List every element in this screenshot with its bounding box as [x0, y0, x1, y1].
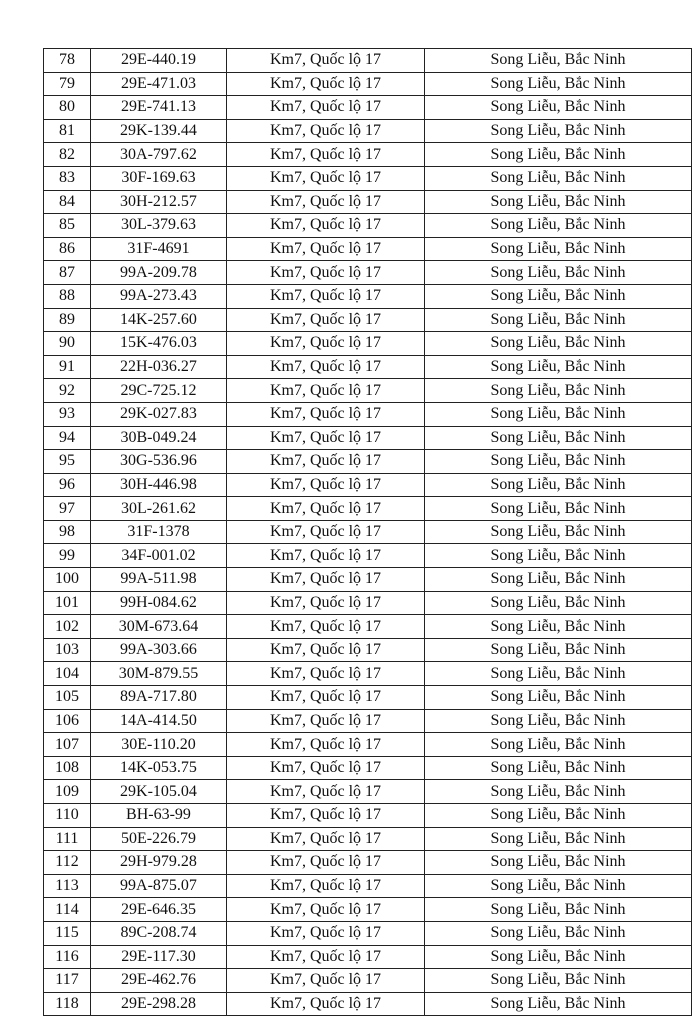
violation-location-cell: Km7, Quốc lộ 17	[227, 804, 425, 828]
license-plate-cell: 29K-027.83	[91, 402, 227, 426]
address-cell: Song Liễu, Bắc Ninh	[425, 756, 692, 780]
row-number-cell: 89	[44, 308, 91, 332]
license-plate-cell: 29H-979.28	[91, 851, 227, 875]
row-number-cell: 84	[44, 190, 91, 214]
table-row	[44, 308, 692, 332]
violation-location-cell: Km7, Quốc lộ 17	[227, 355, 425, 379]
license-plate-cell: 30G-536.96	[91, 450, 227, 474]
address-cell: Song Liễu, Bắc Ninh	[425, 733, 692, 757]
violation-location-cell: Km7, Quốc lộ 17	[227, 49, 425, 73]
violation-location-cell: Km7, Quốc lộ 17	[227, 402, 425, 426]
address-cell: Song Liễu, Bắc Ninh	[425, 662, 692, 686]
table-row	[44, 686, 692, 710]
row-number-cell: 91	[44, 355, 91, 379]
address-cell: Song Liễu, Bắc Ninh	[425, 804, 692, 828]
license-plate-cell: 30A-797.62	[91, 143, 227, 167]
table-row	[44, 662, 692, 686]
address-cell: Song Liễu, Bắc Ninh	[425, 686, 692, 710]
row-number-cell: 99	[44, 544, 91, 568]
table-row	[44, 969, 692, 993]
table-row	[44, 520, 692, 544]
license-plate-cell: 30M-673.64	[91, 615, 227, 639]
violation-location-cell: Km7, Quốc lộ 17	[227, 379, 425, 403]
row-number-cell: 104	[44, 662, 91, 686]
violation-location-cell: Km7, Quốc lộ 17	[227, 520, 425, 544]
row-number-cell: 107	[44, 733, 91, 757]
license-plate-cell: 14K-053.75	[91, 756, 227, 780]
license-plate-cell: 29E-471.03	[91, 72, 227, 96]
address-cell: Song Liễu, Bắc Ninh	[425, 945, 692, 969]
table-row	[44, 874, 692, 898]
license-plate-cell: 30L-261.62	[91, 497, 227, 521]
table-row	[44, 638, 692, 662]
table-row	[44, 992, 692, 1016]
violation-location-cell: Km7, Quốc lộ 17	[227, 827, 425, 851]
address-cell: Song Liễu, Bắc Ninh	[425, 568, 692, 592]
license-plate-cell: 15K-476.03	[91, 332, 227, 356]
address-cell: Song Liễu, Bắc Ninh	[425, 402, 692, 426]
table-row	[44, 96, 692, 120]
license-plate-cell: 99A-511.98	[91, 568, 227, 592]
address-cell: Song Liễu, Bắc Ninh	[425, 638, 692, 662]
address-cell: Song Liễu, Bắc Ninh	[425, 497, 692, 521]
row-number-cell: 92	[44, 379, 91, 403]
address-cell: Song Liễu, Bắc Ninh	[425, 332, 692, 356]
address-cell: Song Liễu, Bắc Ninh	[425, 261, 692, 285]
license-plate-cell: 29E-117.30	[91, 945, 227, 969]
violation-location-cell: Km7, Quốc lộ 17	[227, 96, 425, 120]
row-number-cell: 100	[44, 568, 91, 592]
row-number-cell: 94	[44, 426, 91, 450]
table-row	[44, 332, 692, 356]
violation-location-cell: Km7, Quốc lộ 17	[227, 284, 425, 308]
row-number-cell: 87	[44, 261, 91, 285]
license-plate-cell: 34F-001.02	[91, 544, 227, 568]
address-cell: Song Liễu, Bắc Ninh	[425, 379, 692, 403]
violation-location-cell: Km7, Quốc lộ 17	[227, 992, 425, 1016]
license-plate-cell: 31F-1378	[91, 520, 227, 544]
violation-location-cell: Km7, Quốc lộ 17	[227, 143, 425, 167]
table-row	[44, 591, 692, 615]
table-row	[44, 827, 692, 851]
violation-location-cell: Km7, Quốc lộ 17	[227, 544, 425, 568]
row-number-cell: 112	[44, 851, 91, 875]
violation-location-cell: Km7, Quốc lộ 17	[227, 662, 425, 686]
address-cell: Song Liễu, Bắc Ninh	[425, 969, 692, 993]
table-row	[44, 261, 692, 285]
address-cell: Song Liễu, Bắc Ninh	[425, 96, 692, 120]
row-number-cell: 96	[44, 473, 91, 497]
table-row	[44, 544, 692, 568]
row-number-cell: 116	[44, 945, 91, 969]
violation-location-cell: Km7, Quốc lộ 17	[227, 733, 425, 757]
address-cell: Song Liễu, Bắc Ninh	[425, 143, 692, 167]
address-cell: Song Liễu, Bắc Ninh	[425, 709, 692, 733]
address-cell: Song Liễu, Bắc Ninh	[425, 851, 692, 875]
violation-location-cell: Km7, Quốc lộ 17	[227, 874, 425, 898]
row-number-cell: 109	[44, 780, 91, 804]
license-plate-cell: 30M-879.55	[91, 662, 227, 686]
table-row	[44, 214, 692, 238]
row-number-cell: 102	[44, 615, 91, 639]
license-plate-cell: 99A-875.07	[91, 874, 227, 898]
license-plate-cell: 89A-717.80	[91, 686, 227, 710]
violation-location-cell: Km7, Quốc lộ 17	[227, 591, 425, 615]
violation-location-cell: Km7, Quốc lộ 17	[227, 780, 425, 804]
address-cell: Song Liễu, Bắc Ninh	[425, 355, 692, 379]
violation-location-cell: Km7, Quốc lộ 17	[227, 166, 425, 190]
row-number-cell: 83	[44, 166, 91, 190]
violation-location-cell: Km7, Quốc lộ 17	[227, 709, 425, 733]
violation-location-cell: Km7, Quốc lộ 17	[227, 638, 425, 662]
violation-location-cell: Km7, Quốc lộ 17	[227, 332, 425, 356]
license-plate-cell: 30H-212.57	[91, 190, 227, 214]
violation-location-cell: Km7, Quốc lộ 17	[227, 898, 425, 922]
license-plate-cell: 31F-4691	[91, 237, 227, 261]
table-row	[44, 119, 692, 143]
address-cell: Song Liễu, Bắc Ninh	[425, 992, 692, 1016]
row-number-cell: 86	[44, 237, 91, 261]
row-number-cell: 111	[44, 827, 91, 851]
address-cell: Song Liễu, Bắc Ninh	[425, 214, 692, 238]
license-plate-cell: 99H-084.62	[91, 591, 227, 615]
license-plate-cell: 99A-273.43	[91, 284, 227, 308]
table-row	[44, 473, 692, 497]
vehicle-plate-table	[43, 48, 692, 1016]
table-row	[44, 143, 692, 167]
license-plate-cell: 30F-169.63	[91, 166, 227, 190]
violation-location-cell: Km7, Quốc lộ 17	[227, 190, 425, 214]
table-row	[44, 898, 692, 922]
violation-location-cell: Km7, Quốc lộ 17	[227, 261, 425, 285]
table-row	[44, 733, 692, 757]
address-cell: Song Liễu, Bắc Ninh	[425, 874, 692, 898]
table-row	[44, 851, 692, 875]
table-row	[44, 497, 692, 521]
table-row	[44, 355, 692, 379]
row-number-cell: 93	[44, 402, 91, 426]
violation-location-cell: Km7, Quốc lộ 17	[227, 72, 425, 96]
row-number-cell: 113	[44, 874, 91, 898]
row-number-cell: 81	[44, 119, 91, 143]
row-number-cell: 88	[44, 284, 91, 308]
license-plate-cell: 14K-257.60	[91, 308, 227, 332]
violation-location-cell: Km7, Quốc lộ 17	[227, 426, 425, 450]
table-row	[44, 945, 692, 969]
row-number-cell: 103	[44, 638, 91, 662]
table-row	[44, 426, 692, 450]
row-number-cell: 105	[44, 686, 91, 710]
row-number-cell: 98	[44, 520, 91, 544]
violation-location-cell: Km7, Quốc lộ 17	[227, 473, 425, 497]
table-body	[44, 49, 692, 1016]
license-plate-cell: 99A-303.66	[91, 638, 227, 662]
violation-location-cell: Km7, Quốc lộ 17	[227, 921, 425, 945]
table-row	[44, 284, 692, 308]
table-row	[44, 166, 692, 190]
violation-location-cell: Km7, Quốc lộ 17	[227, 945, 425, 969]
table-row	[44, 615, 692, 639]
address-cell: Song Liễu, Bắc Ninh	[425, 780, 692, 804]
violation-location-cell: Km7, Quốc lộ 17	[227, 615, 425, 639]
table-row	[44, 756, 692, 780]
address-cell: Song Liễu, Bắc Ninh	[425, 237, 692, 261]
table-row	[44, 72, 692, 96]
table-row	[44, 921, 692, 945]
violation-location-cell: Km7, Quốc lộ 17	[227, 119, 425, 143]
table-row	[44, 379, 692, 403]
row-number-cell: 95	[44, 450, 91, 474]
address-cell: Song Liễu, Bắc Ninh	[425, 119, 692, 143]
table-row	[44, 190, 692, 214]
license-plate-cell: 30H-446.98	[91, 473, 227, 497]
license-plate-cell: 29K-105.04	[91, 780, 227, 804]
license-plate-cell: 29E-298.28	[91, 992, 227, 1016]
table-row	[44, 780, 692, 804]
license-plate-cell: 22H-036.27	[91, 355, 227, 379]
address-cell: Song Liễu, Bắc Ninh	[425, 591, 692, 615]
license-plate-cell: 29E-741.13	[91, 96, 227, 120]
row-number-cell: 79	[44, 72, 91, 96]
violation-location-cell: Km7, Quốc lộ 17	[227, 308, 425, 332]
license-plate-cell: 14A-414.50	[91, 709, 227, 733]
address-cell: Song Liễu, Bắc Ninh	[425, 520, 692, 544]
violation-location-cell: Km7, Quốc lộ 17	[227, 568, 425, 592]
address-cell: Song Liễu, Bắc Ninh	[425, 190, 692, 214]
row-number-cell: 97	[44, 497, 91, 521]
violation-location-cell: Km7, Quốc lộ 17	[227, 214, 425, 238]
license-plate-cell: 29E-646.35	[91, 898, 227, 922]
address-cell: Song Liễu, Bắc Ninh	[425, 166, 692, 190]
address-cell: Song Liễu, Bắc Ninh	[425, 284, 692, 308]
violation-location-cell: Km7, Quốc lộ 17	[227, 969, 425, 993]
violation-location-cell: Km7, Quốc lộ 17	[227, 756, 425, 780]
address-cell: Song Liễu, Bắc Ninh	[425, 72, 692, 96]
license-plate-cell: 29E-440.19	[91, 49, 227, 73]
address-cell: Song Liễu, Bắc Ninh	[425, 827, 692, 851]
license-plate-cell: 29C-725.12	[91, 379, 227, 403]
table-row	[44, 568, 692, 592]
address-cell: Song Liễu, Bắc Ninh	[425, 921, 692, 945]
row-number-cell: 106	[44, 709, 91, 733]
row-number-cell: 114	[44, 898, 91, 922]
table-row	[44, 402, 692, 426]
row-number-cell: 82	[44, 143, 91, 167]
license-plate-cell: 99A-209.78	[91, 261, 227, 285]
address-cell: Song Liễu, Bắc Ninh	[425, 308, 692, 332]
license-plate-cell: 29E-462.76	[91, 969, 227, 993]
address-cell: Song Liễu, Bắc Ninh	[425, 450, 692, 474]
violation-location-cell: Km7, Quốc lộ 17	[227, 450, 425, 474]
license-plate-cell: 30B-049.24	[91, 426, 227, 450]
row-number-cell: 108	[44, 756, 91, 780]
row-number-cell: 115	[44, 921, 91, 945]
license-plate-cell: 30E-110.20	[91, 733, 227, 757]
table-row	[44, 49, 692, 73]
address-cell: Song Liễu, Bắc Ninh	[425, 426, 692, 450]
address-cell: Song Liễu, Bắc Ninh	[425, 473, 692, 497]
table-row	[44, 709, 692, 733]
license-plate-cell: 50E-226.79	[91, 827, 227, 851]
violation-location-cell: Km7, Quốc lộ 17	[227, 237, 425, 261]
address-cell: Song Liễu, Bắc Ninh	[425, 49, 692, 73]
row-number-cell: 110	[44, 804, 91, 828]
license-plate-cell: 30L-379.63	[91, 214, 227, 238]
table-row	[44, 804, 692, 828]
row-number-cell: 118	[44, 992, 91, 1016]
table-row	[44, 450, 692, 474]
license-plate-cell: 29K-139.44	[91, 119, 227, 143]
violation-location-cell: Km7, Quốc lộ 17	[227, 497, 425, 521]
row-number-cell: 78	[44, 49, 91, 73]
license-plate-cell: 89C-208.74	[91, 921, 227, 945]
row-number-cell: 80	[44, 96, 91, 120]
row-number-cell: 117	[44, 969, 91, 993]
row-number-cell: 90	[44, 332, 91, 356]
address-cell: Song Liễu, Bắc Ninh	[425, 615, 692, 639]
license-plate-cell: BH-63-99	[91, 804, 227, 828]
row-number-cell: 101	[44, 591, 91, 615]
address-cell: Song Liễu, Bắc Ninh	[425, 898, 692, 922]
table-row	[44, 237, 692, 261]
row-number-cell: 85	[44, 214, 91, 238]
violation-location-cell: Km7, Quốc lộ 17	[227, 851, 425, 875]
address-cell: Song Liễu, Bắc Ninh	[425, 544, 692, 568]
violation-location-cell: Km7, Quốc lộ 17	[227, 686, 425, 710]
